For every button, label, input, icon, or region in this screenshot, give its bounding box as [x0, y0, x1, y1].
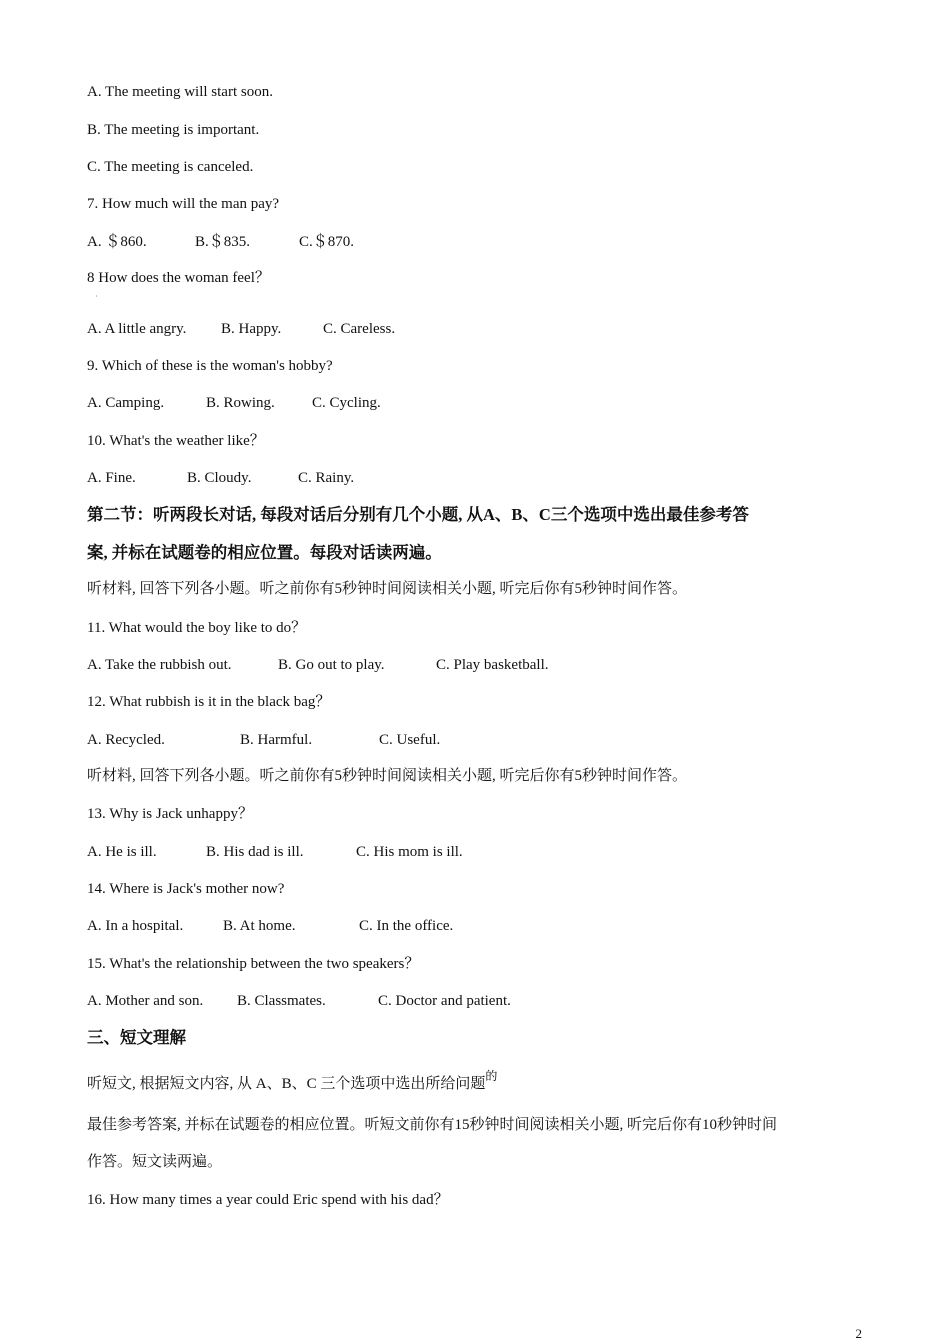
section3-instruction-line2: 最佳参考答案, 并标在试题卷的相应位置。听短文前你有15秒钟时间阅读相关小题, 听完后你有10秒钟时间	[87, 1117, 778, 1133]
q8-option-c: C. Careless.	[323, 321, 396, 337]
page-number: 2	[855, 1326, 862, 1341]
q10-option-c: C. Rainy.	[298, 470, 355, 486]
q12-option-a: A. Recycled.	[87, 732, 165, 748]
q14-question: 14. Where is Jack's mother now?	[87, 881, 285, 897]
q6-option-c: C. The meeting is canceled.	[87, 159, 254, 175]
q9-option-c: C. Cycling.	[312, 395, 381, 411]
q14-option-b: B. At home.	[223, 918, 296, 934]
q10-option-a: A. Fine.	[87, 470, 136, 486]
q8-option-b: B. Happy.	[221, 321, 282, 337]
stray-mark: ·	[95, 292, 98, 301]
q15-question: 15. What's the relationship between the two speakers？	[87, 956, 420, 972]
section2-instruction-2: 听材料, 回答下列各小题。听之前你有5秒钟时间阅读相关小题, 听完后你有5秒钟时间作答。	[87, 768, 688, 784]
q15-options	[87, 991, 511, 1011]
q13-option-c: C. His mom is ill.	[356, 844, 463, 860]
q7-option-b: B.＄835.	[195, 234, 251, 250]
q15-option-b: B. Classmates.	[237, 993, 326, 1009]
q10-options	[87, 468, 354, 488]
q15-option-c: C. Doctor and patient.	[378, 993, 511, 1009]
section2-heading-line1: 第二节：听两段长对话, 每段对话后分别有几个小题, 从A、B、C三个选项中选出最佳参考答	[87, 505, 749, 524]
q16-question: 16. How many times a year could Eric spend with his dad？	[87, 1192, 449, 1208]
q13-option-a: A. He is ill.	[87, 844, 157, 860]
section2-heading-line2: 案, 并标在试题卷的相应位置。每段对话读两遍。	[87, 543, 442, 562]
q6-option-a: A. The meeting will start soon.	[87, 84, 273, 100]
q11-options	[87, 655, 549, 675]
q11-option-c: C. Play basketball.	[436, 657, 549, 673]
q12-options	[87, 730, 440, 750]
q14-option-a: A. In a hospital.	[87, 918, 184, 934]
q14-option-c: C. In the office.	[359, 918, 454, 934]
q12-option-c: C. Useful.	[379, 732, 441, 748]
q12-option-b: B. Harmful.	[240, 732, 313, 748]
section3-instruction-text: 听短文, 根据短文内容, 从 A、B、C 三个选项中选出所给问题	[87, 1076, 486, 1092]
q11-option-a: A. Take the rubbish out.	[87, 657, 232, 673]
q13-option-b: B. His dad is ill.	[206, 844, 304, 860]
q9-option-a: A. Camping.	[87, 395, 165, 411]
q8-option-a: A. A little angry.	[87, 321, 187, 337]
q8-options	[87, 319, 395, 339]
q15-option-a: A. Mother and son.	[87, 993, 204, 1009]
q9-option-b: B. Rowing.	[206, 395, 275, 411]
q13-question: 13. Why is Jack unhappy？	[87, 806, 253, 822]
q13-options	[87, 842, 463, 862]
q12-question: 12. What rubbish is it in the black bag？	[87, 694, 331, 710]
q9-question: 9. Which of these is the woman's hobby?	[87, 358, 333, 374]
q11-option-b: B. Go out to play.	[278, 657, 385, 673]
q7-option-a: A. ＄860.	[87, 234, 147, 250]
section3-instruction-line1	[87, 1069, 498, 1094]
section3-instruction-line3: 作答。短文读两遍。	[87, 1154, 223, 1170]
section3-heading: 三、短文理解	[87, 1028, 186, 1047]
q8-question: 8 How does the woman feel？	[87, 270, 270, 286]
q7-option-c: C.＄870.	[299, 234, 355, 250]
q14-options	[87, 916, 453, 936]
q10-option-b: B. Cloudy.	[187, 470, 252, 486]
section3-instruction-sup: 的	[485, 1069, 498, 1083]
q6-option-b: B. The meeting is important.	[87, 122, 260, 138]
q9-options	[87, 393, 381, 413]
q10-question: 10. What's the weather like？	[87, 433, 265, 449]
section2-instruction-1: 听材料, 回答下列各小题。听之前你有5秒钟时间阅读相关小题, 听完后你有5秒钟时间作答。	[87, 581, 688, 597]
q7-question: 7. How much will the man pay?	[87, 196, 280, 212]
q11-question: 11. What would the boy like to do？	[87, 620, 307, 636]
q7-options	[87, 232, 354, 252]
